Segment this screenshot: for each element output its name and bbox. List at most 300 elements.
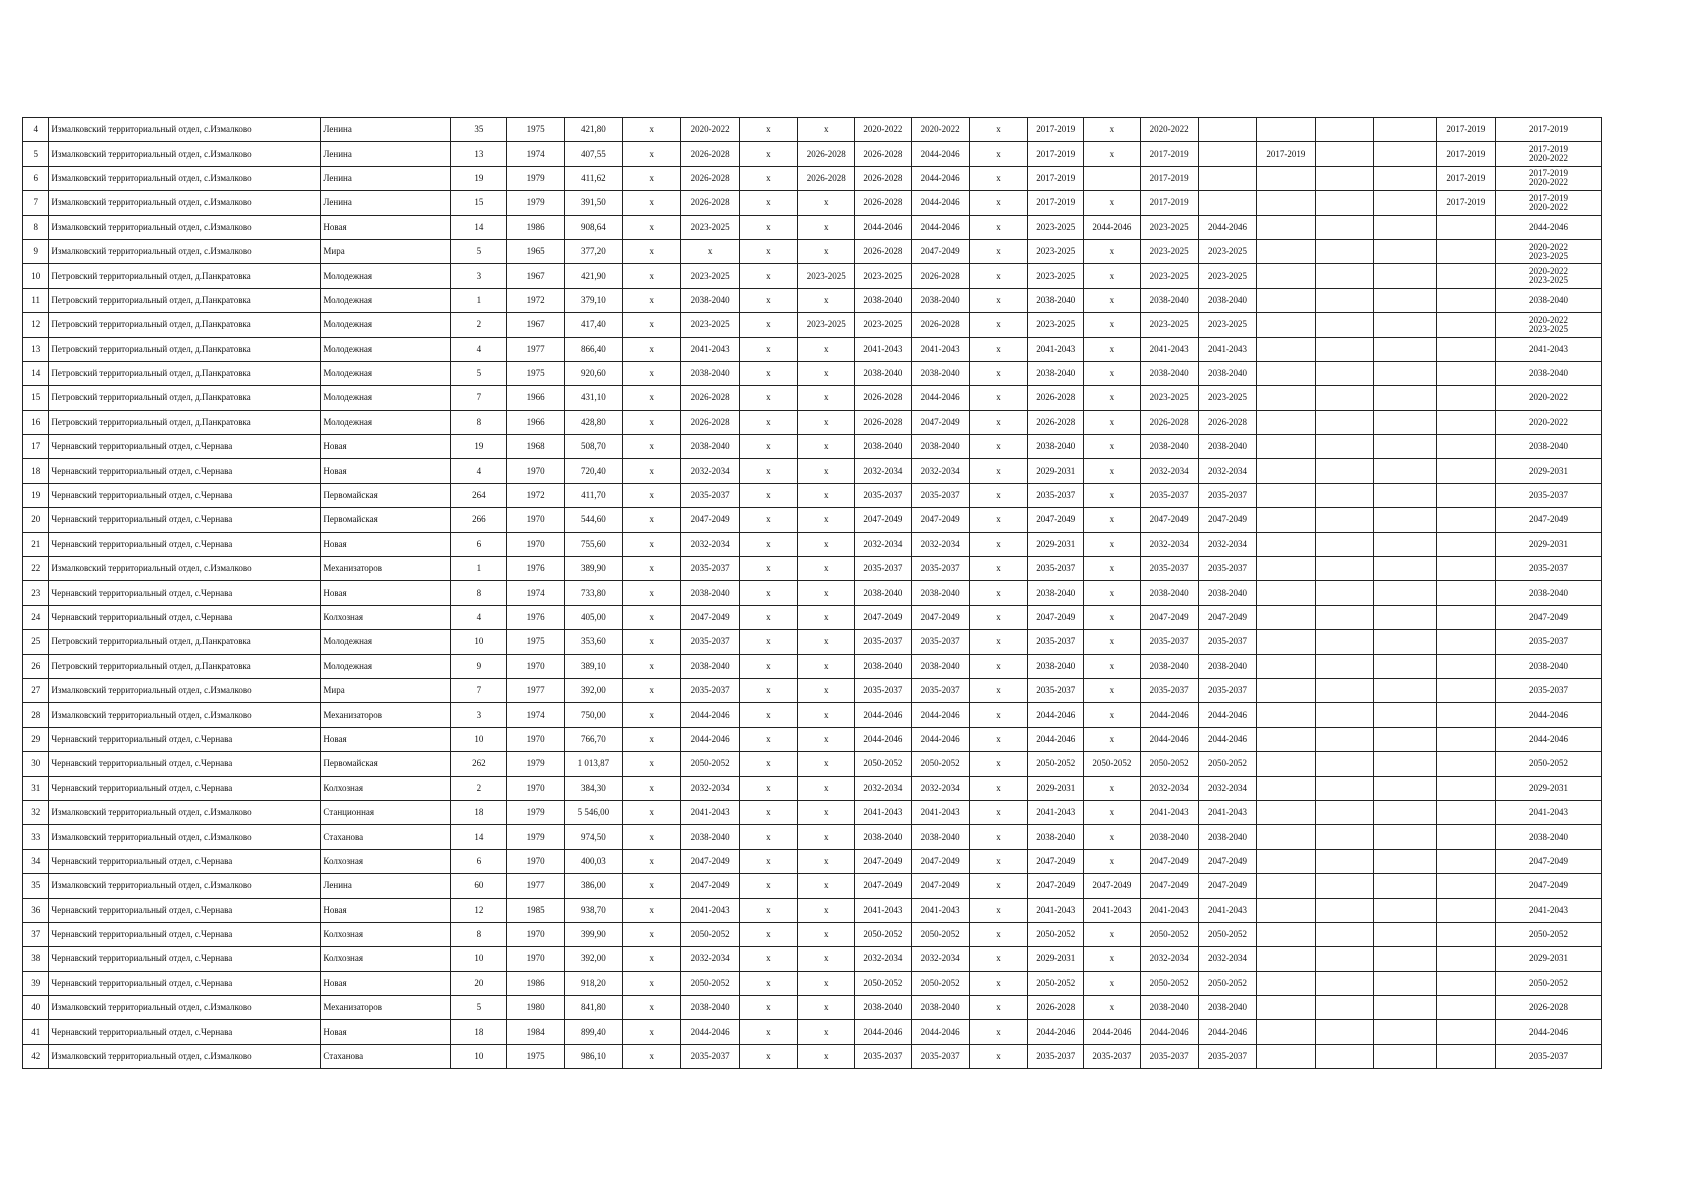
table-cell: 2023-2025 xyxy=(855,313,911,337)
table-row xyxy=(23,215,1602,239)
table-cell xyxy=(1436,825,1495,849)
table-cell: 2023-2025 xyxy=(798,313,855,337)
table-cell: x xyxy=(623,313,681,337)
table-cell: 908,64 xyxy=(564,215,622,239)
table-cell: x xyxy=(623,410,681,434)
period-line: 2017-2019 xyxy=(1529,168,1569,179)
table-cell: 407,55 xyxy=(564,142,622,166)
table-cell xyxy=(1436,1044,1495,1068)
table-cell: 2047-2049 xyxy=(855,849,911,873)
table-cell: 2038-2040 xyxy=(1028,654,1084,678)
table-cell: 2038-2040 xyxy=(911,581,969,605)
table-cell xyxy=(1257,361,1315,385)
table-cell: x xyxy=(798,605,855,629)
table-cell: 2044-2046 xyxy=(855,215,911,239)
table-cell: x xyxy=(623,459,681,483)
table-cell: x xyxy=(623,922,681,946)
table-cell xyxy=(1373,800,1436,824)
table-row xyxy=(23,1020,1602,1044)
table-cell xyxy=(1257,605,1315,629)
table-cell xyxy=(1315,410,1373,434)
department-cell: Измалковский территориальный отдел, с.Измалково xyxy=(49,800,321,824)
table-body xyxy=(23,118,1602,1069)
table-cell: 2050-2052 xyxy=(1140,922,1198,946)
table-cell xyxy=(1257,703,1315,727)
table-cell: x xyxy=(798,361,855,385)
table-cell: x xyxy=(739,313,797,337)
table-cell xyxy=(1436,703,1495,727)
table-cell: 1 xyxy=(451,557,507,581)
table-cell: 60 xyxy=(451,874,507,898)
table-cell: x xyxy=(739,581,797,605)
table-cell: 2026-2028 xyxy=(798,142,855,166)
table-cell xyxy=(1257,386,1315,410)
table-cell: 2050-2052 xyxy=(855,922,911,946)
table-cell xyxy=(1315,971,1373,995)
table-cell: 2041-2043 xyxy=(1028,800,1084,824)
table-cell: 392,00 xyxy=(564,678,622,702)
table-cell xyxy=(1373,459,1436,483)
table-cell xyxy=(1198,191,1256,215)
table-cell: 1979 xyxy=(507,752,564,776)
table-cell: 2041-2043 xyxy=(1140,898,1198,922)
table-cell: 8 xyxy=(451,922,507,946)
table-cell: 2044-2046 xyxy=(1496,703,1602,727)
table-cell: 2047-2049 xyxy=(1496,508,1602,532)
table-cell: 2047-2049 xyxy=(681,874,739,898)
table-cell: 4 xyxy=(451,337,507,361)
table-cell: x xyxy=(969,191,1027,215)
table-cell: 2050-2052 xyxy=(681,971,739,995)
table-row xyxy=(23,410,1602,434)
table-cell xyxy=(1436,435,1495,459)
table-cell: x xyxy=(623,142,681,166)
table-row xyxy=(23,264,1602,288)
table-cell: 2047-2049 xyxy=(1028,849,1084,873)
table-cell xyxy=(1315,1020,1373,1044)
street-cell: Новая xyxy=(321,435,451,459)
table-cell: 2026-2028 xyxy=(1028,996,1084,1020)
table-cell: x xyxy=(623,630,681,654)
table-cell: 2032-2034 xyxy=(855,459,911,483)
department-cell: Чернавский территориальный отдел, с.Чернава xyxy=(49,727,321,751)
table-cell: x xyxy=(623,557,681,581)
table-cell xyxy=(1373,361,1436,385)
period-line: 2020-2022 xyxy=(1529,177,1569,188)
table-cell: 391,50 xyxy=(564,191,622,215)
table-cell xyxy=(1373,313,1436,337)
table-cell xyxy=(1373,435,1436,459)
table-cell: 2026-2028 xyxy=(681,142,739,166)
table-cell: 1 xyxy=(451,288,507,312)
document-page xyxy=(22,117,1602,1069)
table-cell: 2032-2034 xyxy=(855,947,911,971)
table-cell: 2029-2031 xyxy=(1496,459,1602,483)
street-cell: Новая xyxy=(321,898,451,922)
table-cell: 2038-2040 xyxy=(1198,288,1256,312)
table-cell xyxy=(1257,898,1315,922)
table-cell: 2044-2046 xyxy=(911,191,969,215)
table-cell: 2044-2046 xyxy=(1084,215,1140,239)
table-cell: 2026-2028 xyxy=(798,166,855,190)
table-cell: 2038-2040 xyxy=(911,435,969,459)
table-cell xyxy=(1436,386,1495,410)
table-row xyxy=(23,605,1602,629)
table-cell: x xyxy=(1084,313,1140,337)
table-cell: 2044-2046 xyxy=(1084,1020,1140,1044)
table-cell xyxy=(1315,654,1373,678)
table-cell: 2050-2052 xyxy=(1028,971,1084,995)
table-cell xyxy=(1436,678,1495,702)
table-cell: x xyxy=(969,703,1027,727)
table-cell: 2047-2049 xyxy=(1084,874,1140,898)
table-cell xyxy=(1373,1020,1436,1044)
table-cell: x xyxy=(798,776,855,800)
table-cell: 1970 xyxy=(507,508,564,532)
street-cell: Новая xyxy=(321,1020,451,1044)
table-cell: 2038-2040 xyxy=(1140,435,1198,459)
table-cell xyxy=(1496,142,1602,166)
department-cell: Чернавский территориальный отдел, с.Чернава xyxy=(49,922,321,946)
table-cell xyxy=(1496,191,1602,215)
table-cell xyxy=(1373,337,1436,361)
row-number-cell: 26 xyxy=(23,654,49,678)
table-cell: x xyxy=(969,118,1027,142)
table-cell: x xyxy=(798,752,855,776)
table-cell: x xyxy=(969,898,1027,922)
table-cell: 2035-2037 xyxy=(681,483,739,507)
table-cell: 2035-2037 xyxy=(1140,1044,1198,1068)
table-cell: 2038-2040 xyxy=(855,435,911,459)
table-cell: 2032-2034 xyxy=(911,947,969,971)
table-cell: x xyxy=(623,288,681,312)
street-cell: Ленина xyxy=(321,118,451,142)
table-cell: x xyxy=(969,386,1027,410)
table-cell: 1970 xyxy=(507,727,564,751)
table-cell: 755,60 xyxy=(564,532,622,556)
table-cell xyxy=(1373,922,1436,946)
row-number-cell: 9 xyxy=(23,239,49,263)
row-number-cell: 20 xyxy=(23,508,49,532)
table-row xyxy=(23,483,1602,507)
street-cell: Молодежная xyxy=(321,264,451,288)
table-cell: x xyxy=(623,215,681,239)
table-cell: 2032-2034 xyxy=(911,459,969,483)
table-cell: 2020-2022 xyxy=(911,118,969,142)
table-cell: 1970 xyxy=(507,922,564,946)
table-cell xyxy=(1436,971,1495,995)
table-cell xyxy=(1436,898,1495,922)
table-cell xyxy=(1257,727,1315,751)
table-cell xyxy=(1373,386,1436,410)
table-cell: 411,62 xyxy=(564,166,622,190)
table-cell xyxy=(1436,557,1495,581)
table-cell: 2044-2046 xyxy=(1198,1020,1256,1044)
table-cell: x xyxy=(1084,605,1140,629)
table-cell xyxy=(1315,166,1373,190)
table-cell: x xyxy=(969,166,1027,190)
table-cell: 379,10 xyxy=(564,288,622,312)
table-cell: x xyxy=(623,118,681,142)
table-cell: x xyxy=(969,776,1027,800)
table-cell: x xyxy=(1084,386,1140,410)
table-cell: 1970 xyxy=(507,654,564,678)
table-cell: 2044-2046 xyxy=(1140,1020,1198,1044)
table-cell: 2047-2049 xyxy=(1496,874,1602,898)
table-cell xyxy=(1315,386,1373,410)
table-cell xyxy=(1315,727,1373,751)
table-cell: 20 xyxy=(451,971,507,995)
table-cell: x xyxy=(1084,654,1140,678)
table-cell: 2038-2040 xyxy=(855,288,911,312)
table-row xyxy=(23,630,1602,654)
table-cell: x xyxy=(969,947,1027,971)
table-cell xyxy=(1373,581,1436,605)
table-cell: 2029-2031 xyxy=(1028,459,1084,483)
street-cell: Мира xyxy=(321,239,451,263)
table-cell xyxy=(1373,898,1436,922)
table-cell: x xyxy=(798,996,855,1020)
table-cell: 1966 xyxy=(507,386,564,410)
table-cell xyxy=(1373,776,1436,800)
street-cell: Ленина xyxy=(321,166,451,190)
table-row xyxy=(23,654,1602,678)
table-cell xyxy=(1257,971,1315,995)
table-cell xyxy=(1436,361,1495,385)
table-cell: x xyxy=(798,508,855,532)
table-cell xyxy=(1373,727,1436,751)
table-cell: x xyxy=(623,483,681,507)
table-cell: 2035-2037 xyxy=(1496,1044,1602,1068)
table-cell xyxy=(1436,752,1495,776)
table-cell: 5 xyxy=(451,361,507,385)
table-cell xyxy=(1436,849,1495,873)
table-cell xyxy=(1373,557,1436,581)
table-cell: x xyxy=(739,337,797,361)
table-cell: x xyxy=(969,1044,1027,1068)
table-cell: 2017-2019 xyxy=(1140,166,1198,190)
table-cell: 2038-2040 xyxy=(681,581,739,605)
table-cell: 15 xyxy=(451,191,507,215)
table-cell: 2038-2040 xyxy=(1140,288,1198,312)
table-cell xyxy=(1373,678,1436,702)
table-cell: 750,00 xyxy=(564,703,622,727)
table-cell xyxy=(1257,508,1315,532)
table-cell xyxy=(1257,239,1315,263)
table-cell xyxy=(1315,776,1373,800)
table-cell: 2026-2028 xyxy=(681,166,739,190)
table-cell xyxy=(1436,605,1495,629)
table-row xyxy=(23,337,1602,361)
table-cell: 1977 xyxy=(507,678,564,702)
table-cell: x xyxy=(1084,532,1140,556)
table-cell: x xyxy=(623,874,681,898)
table-cell: 2020-2022 xyxy=(681,118,739,142)
table-cell: 19 xyxy=(451,166,507,190)
street-cell: Молодежная xyxy=(321,386,451,410)
table-cell xyxy=(1315,337,1373,361)
table-cell: x xyxy=(969,678,1027,702)
table-cell: x xyxy=(798,922,855,946)
table-cell xyxy=(1257,215,1315,239)
table-cell: 266 xyxy=(451,508,507,532)
table-cell: x xyxy=(969,971,1027,995)
table-cell xyxy=(1257,776,1315,800)
table-cell: 2026-2028 xyxy=(681,191,739,215)
table-cell: 918,20 xyxy=(564,971,622,995)
table-cell xyxy=(1436,313,1495,337)
table-cell: 2026-2028 xyxy=(681,386,739,410)
table-cell: 2032-2034 xyxy=(1140,532,1198,556)
table-cell: x xyxy=(798,118,855,142)
street-cell: Мира xyxy=(321,678,451,702)
row-number-cell: 15 xyxy=(23,386,49,410)
table-cell: 2038-2040 xyxy=(855,361,911,385)
department-cell: Чернавский территориальный отдел, с.Чернава xyxy=(49,435,321,459)
table-cell: x xyxy=(969,581,1027,605)
table-cell: x xyxy=(969,215,1027,239)
table-cell: x xyxy=(798,288,855,312)
table-cell xyxy=(1315,361,1373,385)
table-cell: 2044-2046 xyxy=(1198,215,1256,239)
table-cell: 2041-2043 xyxy=(1028,898,1084,922)
street-cell: Молодежная xyxy=(321,654,451,678)
table-cell: x xyxy=(623,239,681,263)
table-row xyxy=(23,971,1602,995)
table-cell: x xyxy=(739,361,797,385)
street-cell: Молодежная xyxy=(321,630,451,654)
table-cell: 986,10 xyxy=(564,1044,622,1068)
table-row xyxy=(23,459,1602,483)
table-cell: 2023-2025 xyxy=(1140,215,1198,239)
table-cell: 1970 xyxy=(507,849,564,873)
table-cell: 10 xyxy=(451,727,507,751)
table-cell xyxy=(1373,118,1436,142)
table-cell: x xyxy=(969,410,1027,434)
table-cell: x xyxy=(798,581,855,605)
table-cell: 4 xyxy=(451,605,507,629)
table-cell: 2038-2040 xyxy=(1496,361,1602,385)
table-cell xyxy=(1084,166,1140,190)
table-cell xyxy=(1257,337,1315,361)
table-cell: 2050-2052 xyxy=(1198,752,1256,776)
table-cell: 2017-2019 xyxy=(1496,118,1602,142)
table-cell: x xyxy=(969,508,1027,532)
table-cell: 2035-2037 xyxy=(1028,1044,1084,1068)
department-cell: Измалковский территориальный отдел, с.Измалково xyxy=(49,118,321,142)
table-cell: 841,80 xyxy=(564,996,622,1020)
row-number-cell: 38 xyxy=(23,947,49,971)
table-cell: x xyxy=(623,800,681,824)
table-cell: 2041-2043 xyxy=(1198,898,1256,922)
table-row xyxy=(23,727,1602,751)
table-cell: 1975 xyxy=(507,630,564,654)
table-cell: 2041-2043 xyxy=(1028,337,1084,361)
row-number-cell: 6 xyxy=(23,166,49,190)
table-cell: x xyxy=(969,922,1027,946)
table-cell xyxy=(1315,557,1373,581)
table-cell: x xyxy=(798,898,855,922)
table-cell: 2035-2037 xyxy=(1028,557,1084,581)
table-cell: 1979 xyxy=(507,825,564,849)
table-cell: 2041-2043 xyxy=(1496,898,1602,922)
table-cell: x xyxy=(739,459,797,483)
table-cell xyxy=(1436,288,1495,312)
table-cell: 5 546,00 xyxy=(564,800,622,824)
table-cell: 392,00 xyxy=(564,947,622,971)
street-cell: Молодежная xyxy=(321,313,451,337)
table-cell: 2038-2040 xyxy=(911,996,969,1020)
table-cell: 2041-2043 xyxy=(911,800,969,824)
table-cell: 14 xyxy=(451,825,507,849)
table-cell: x xyxy=(798,410,855,434)
table-cell: 1977 xyxy=(507,337,564,361)
department-cell: Чернавский территориальный отдел, с.Чернава xyxy=(49,532,321,556)
table-cell: 2044-2046 xyxy=(855,727,911,751)
street-cell: Первомайская xyxy=(321,752,451,776)
table-cell: 2032-2034 xyxy=(911,532,969,556)
table-cell: x xyxy=(1084,630,1140,654)
table-cell: 2038-2040 xyxy=(855,996,911,1020)
table-row xyxy=(23,288,1602,312)
table-cell: 2044-2046 xyxy=(911,166,969,190)
table-cell: 2047-2049 xyxy=(1028,508,1084,532)
table-cell: x xyxy=(798,874,855,898)
table-cell: x xyxy=(739,288,797,312)
table-cell: 1970 xyxy=(507,947,564,971)
table-cell: 3 xyxy=(451,264,507,288)
table-cell xyxy=(1257,557,1315,581)
table-cell: 2038-2040 xyxy=(1496,825,1602,849)
table-cell: 2020-2022 xyxy=(1496,386,1602,410)
street-cell: Колхозная xyxy=(321,922,451,946)
table-cell: 2023-2025 xyxy=(1140,239,1198,263)
street-cell: Станционная xyxy=(321,800,451,824)
department-cell: Измалковский территориальный отдел, с.Измалково xyxy=(49,678,321,702)
table-row xyxy=(23,849,1602,873)
table-row xyxy=(23,1044,1602,1068)
table-cell: 2035-2037 xyxy=(681,557,739,581)
table-cell: x xyxy=(1084,825,1140,849)
table-cell: x xyxy=(623,971,681,995)
table-cell xyxy=(1315,825,1373,849)
table-cell: x xyxy=(739,264,797,288)
department-cell: Чернавский территориальный отдел, с.Чернава xyxy=(49,1020,321,1044)
row-number-cell: 33 xyxy=(23,825,49,849)
table-cell: 2050-2052 xyxy=(1198,922,1256,946)
table-cell: 2047-2049 xyxy=(911,239,969,263)
table-cell: x xyxy=(739,532,797,556)
table-cell xyxy=(1436,337,1495,361)
table-cell: x xyxy=(1084,361,1140,385)
department-cell: Измалковский территориальный отдел, с.Измалково xyxy=(49,874,321,898)
table-cell: 2035-2037 xyxy=(911,678,969,702)
table-cell: 2029-2031 xyxy=(1028,532,1084,556)
table-row xyxy=(23,678,1602,702)
row-number-cell: 18 xyxy=(23,459,49,483)
table-cell: 1979 xyxy=(507,191,564,215)
period-line: 2023-2025 xyxy=(1529,323,1569,334)
table-cell: 2041-2043 xyxy=(1496,800,1602,824)
table-cell: 2023-2025 xyxy=(1028,239,1084,263)
department-cell: Петровский территориальный отдел, д.Панкратовка xyxy=(49,410,321,434)
table-cell xyxy=(1373,703,1436,727)
table-cell: 2035-2037 xyxy=(1496,678,1602,702)
department-cell: Измалковский территориальный отдел, с.Измалково xyxy=(49,825,321,849)
table-cell: 2017-2019 xyxy=(1028,142,1084,166)
table-cell xyxy=(1373,752,1436,776)
table-cell: 2038-2040 xyxy=(1140,361,1198,385)
